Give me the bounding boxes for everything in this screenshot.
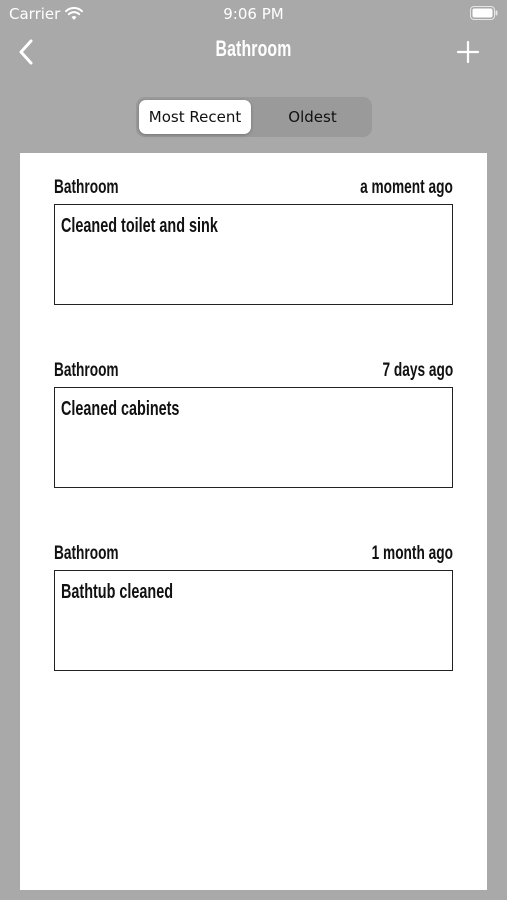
add-entry-button[interactable] bbox=[453, 37, 483, 67]
status-time: 9:06 PM bbox=[223, 5, 284, 23]
entry-note-box[interactable] bbox=[54, 570, 453, 671]
back-button[interactable] bbox=[12, 37, 40, 67]
history-entry bbox=[54, 358, 453, 420]
page-title: Bathroom bbox=[215, 36, 292, 61]
entry-timestamp: a moment ago bbox=[360, 177, 453, 198]
entry-room-label: Bathroom bbox=[54, 177, 119, 198]
carrier-label: Carrier bbox=[9, 5, 61, 23]
plus-icon bbox=[456, 40, 480, 64]
history-entry bbox=[54, 541, 453, 603]
entry-header bbox=[54, 358, 453, 388]
entry-note-box[interactable] bbox=[54, 387, 453, 488]
entry-header bbox=[54, 175, 453, 205]
sort-most-recent-segment[interactable]: Most Recent bbox=[139, 100, 251, 134]
entry-timestamp: 1 month ago bbox=[371, 543, 453, 564]
entry-header bbox=[54, 541, 453, 571]
sort-segmented-control bbox=[136, 97, 372, 137]
sort-oldest-segment[interactable]: Oldest bbox=[288, 108, 337, 126]
entry-note-text: Cleaned cabinets bbox=[61, 398, 180, 420]
entry-room-label: Bathroom bbox=[54, 360, 119, 381]
entry-note-box[interactable] bbox=[54, 204, 453, 305]
navigation-bar bbox=[0, 28, 507, 76]
entry-room-label: Bathroom bbox=[54, 543, 119, 564]
status-bar bbox=[0, 0, 507, 28]
history-card bbox=[20, 153, 487, 890]
entry-note-text: Bathtub cleaned bbox=[61, 581, 174, 603]
chevron-left-icon bbox=[18, 39, 34, 65]
entry-timestamp: 7 days ago bbox=[382, 360, 453, 381]
history-entry bbox=[54, 175, 453, 237]
entry-note-text: Cleaned toilet and sink bbox=[61, 215, 218, 237]
battery-icon bbox=[470, 6, 498, 20]
